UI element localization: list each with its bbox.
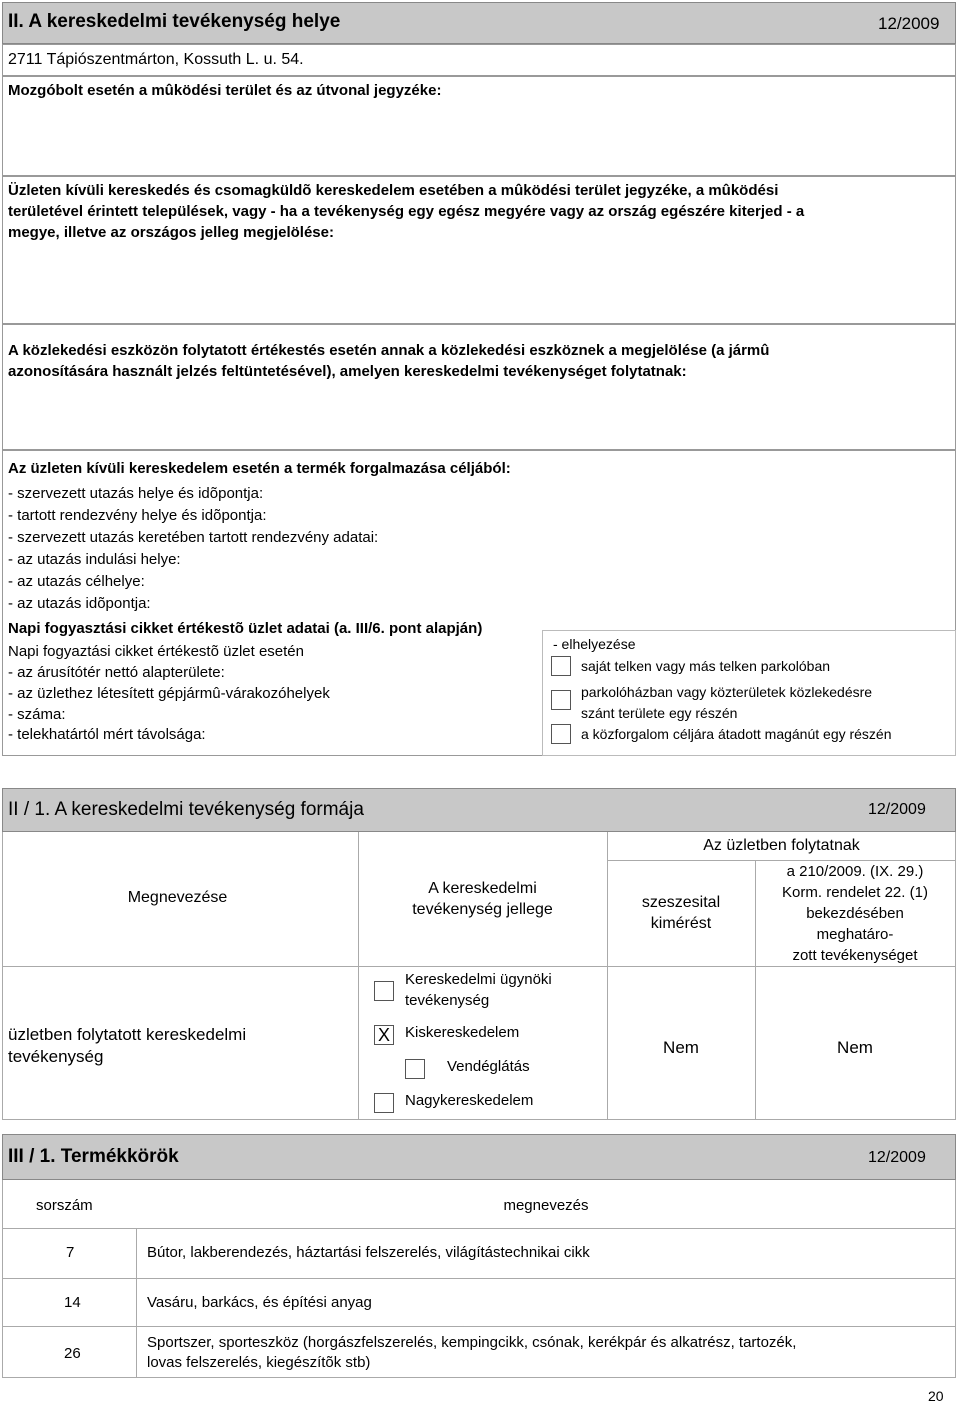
vehicle-line2: azonosítására használt jelzés feltüntetésével), amelyen kereskedelmi tevékenységet folytatnak: bbox=[8, 363, 687, 380]
option-checkbox-wholesale[interactable] bbox=[374, 1093, 394, 1113]
purpose-item: - az utazás indulási helye: bbox=[8, 551, 181, 568]
option-label-retail: Kiskereskedelem bbox=[405, 1024, 520, 1041]
option-label-agent-line1: Kereskedelmi ügynöki bbox=[405, 971, 552, 988]
alcohol-value: Nem bbox=[663, 1038, 699, 1057]
placement-checkbox-own-lot[interactable] bbox=[551, 656, 571, 676]
placement-checkbox-garage[interactable] bbox=[551, 690, 571, 710]
placement-option-own-lot: saját telken vagy más telken parkolóban bbox=[581, 658, 831, 674]
decree-value: Nem bbox=[837, 1038, 873, 1057]
option-label-wholesale: Nagykereskedelem bbox=[405, 1092, 534, 1109]
col-decree-header-line4: meghatáro- bbox=[816, 926, 894, 943]
col-type-header-line2: tevékenység jellege bbox=[412, 901, 553, 918]
product-row-no: 14 bbox=[64, 1294, 81, 1311]
option-checkbox-catering[interactable] bbox=[405, 1059, 425, 1079]
section-title: II. A kereskedelmi tevékenység helye bbox=[8, 11, 341, 32]
purpose-item: - az utazás idõpontja: bbox=[8, 595, 151, 612]
col-type-header-line1: A kereskedelmi bbox=[428, 880, 537, 897]
option-checkbox-agent[interactable] bbox=[374, 981, 394, 1001]
col-no-header: sorszám bbox=[36, 1197, 93, 1214]
purpose-heading: Az üzleten kívüli kereskedelem esetén a termék forgalmazása céljából: bbox=[8, 460, 511, 477]
daily-goods-item: Napi fogyaztási cikket értékestõ üzlet esetén bbox=[8, 643, 304, 660]
purpose-item: - az utazás célhelye: bbox=[8, 573, 145, 590]
col-product-header: megnevezés bbox=[503, 1197, 589, 1214]
col-alcohol-header-line2: kimérést bbox=[650, 915, 712, 932]
section-date: 12/2009 bbox=[878, 14, 940, 33]
col-alcohol-header-line1: szeszesital bbox=[641, 894, 721, 911]
vehicle-line1: A közlekedési eszközön folytatott értékestés esetén annak a közlekedési eszköznek a megjelölése (a jármû bbox=[8, 342, 770, 359]
col-decree-header-line2: Korm. rendelet 22. (1) bbox=[782, 884, 928, 901]
outside-trade-line3: megye, illetve az országos jelleg megjelölése: bbox=[8, 224, 334, 241]
section-date: 12/2009 bbox=[868, 801, 926, 818]
placement-option-garage-line1: parkolóházban vagy közterületek közlekedésre bbox=[581, 684, 873, 700]
product-row-no: 26 bbox=[64, 1345, 81, 1362]
outside-trade-line2: területével érintett települések, vagy - ha a tevékenység egy egész megyére vagy az ország egészére kiterjed - a bbox=[8, 203, 805, 220]
section-title: III / 1. Termékkörök bbox=[8, 1146, 179, 1167]
page-number: 20 bbox=[928, 1388, 944, 1404]
daily-goods-item: - az üzlethez létesített gépjármû-várakozóhelyek bbox=[8, 685, 330, 702]
product-row-name: Bútor, lakberendezés, háztartási felszerelés, világítástechnikai cikk bbox=[147, 1244, 590, 1261]
product-row-name-line1: Sportszer, sporteszköz (horgászfelszerelés, kempingcikk, csónak, kerékpár és alkatrész, tartozék, bbox=[147, 1334, 797, 1351]
col-decree-header-line3: bekezdésében bbox=[806, 905, 904, 922]
purpose-item: - tartott rendezvény helye és idõpontja: bbox=[8, 507, 267, 524]
daily-goods-item: - az árusítótér nettó alapterülete: bbox=[8, 664, 225, 681]
purpose-item: - szervezett utazás keretében tartott rendezvény adatai: bbox=[8, 529, 379, 546]
product-row-name: Vasáru, barkács, és építési anyag bbox=[147, 1294, 372, 1311]
option-label-agent-line2: tevékenység bbox=[405, 992, 490, 1009]
row-name-line2: tevékenység bbox=[8, 1047, 104, 1066]
group-header: Az üzletben folytatnak bbox=[703, 837, 860, 854]
row-name-line1: üzletben folytatott kereskedelmi bbox=[8, 1025, 247, 1044]
address-text: 2711 Tápiószentmárton, Kossuth L. u. 54. bbox=[8, 51, 304, 68]
placement-option-garage-line2: szánt területe egy részén bbox=[581, 705, 738, 721]
placement-option-private-road: a közforgalom céljára átadott magánút egy részén bbox=[581, 726, 892, 742]
placement-checkbox-private-road[interactable] bbox=[551, 724, 571, 744]
option-checkbox-retail[interactable]: X bbox=[374, 1025, 394, 1045]
outside-trade-line1: Üzleten kívüli kereskedés és csomagküldõ kereskedelem esetében a mûködési terület jegyzéke, a mûködési bbox=[8, 182, 779, 199]
product-row-no: 7 bbox=[66, 1244, 75, 1261]
product-row-name-line2: lovas felszerelés, kiegészítõk stb) bbox=[147, 1354, 371, 1371]
section-title: II / 1. A kereskedelmi tevékenység formája bbox=[8, 799, 364, 820]
col-name-header: Megnevezése bbox=[127, 889, 228, 906]
mobile-shop-heading: Mozgóbolt esetén a mûködési terület és az útvonal jegyzéke: bbox=[8, 82, 442, 99]
col-decree-header-line5: zott tevékenységet bbox=[792, 947, 918, 964]
option-label-catering: Vendéglátás bbox=[447, 1058, 530, 1075]
purpose-item: - szervezett utazás helye és idõpontja: bbox=[8, 485, 264, 502]
daily-goods-item: - telekhatártól mért távolsága: bbox=[8, 726, 206, 743]
section-date: 12/2009 bbox=[868, 1149, 926, 1166]
daily-goods-heading: Napi fogyasztási cikket értékestõ üzlet adatai (a. III/6. pont alapján) bbox=[8, 620, 483, 637]
placement-label: - elhelyezése bbox=[553, 636, 636, 652]
daily-goods-item: - száma: bbox=[8, 706, 66, 723]
col-decree-header-line1: a 210/2009. (IX. 29.) bbox=[786, 863, 924, 880]
